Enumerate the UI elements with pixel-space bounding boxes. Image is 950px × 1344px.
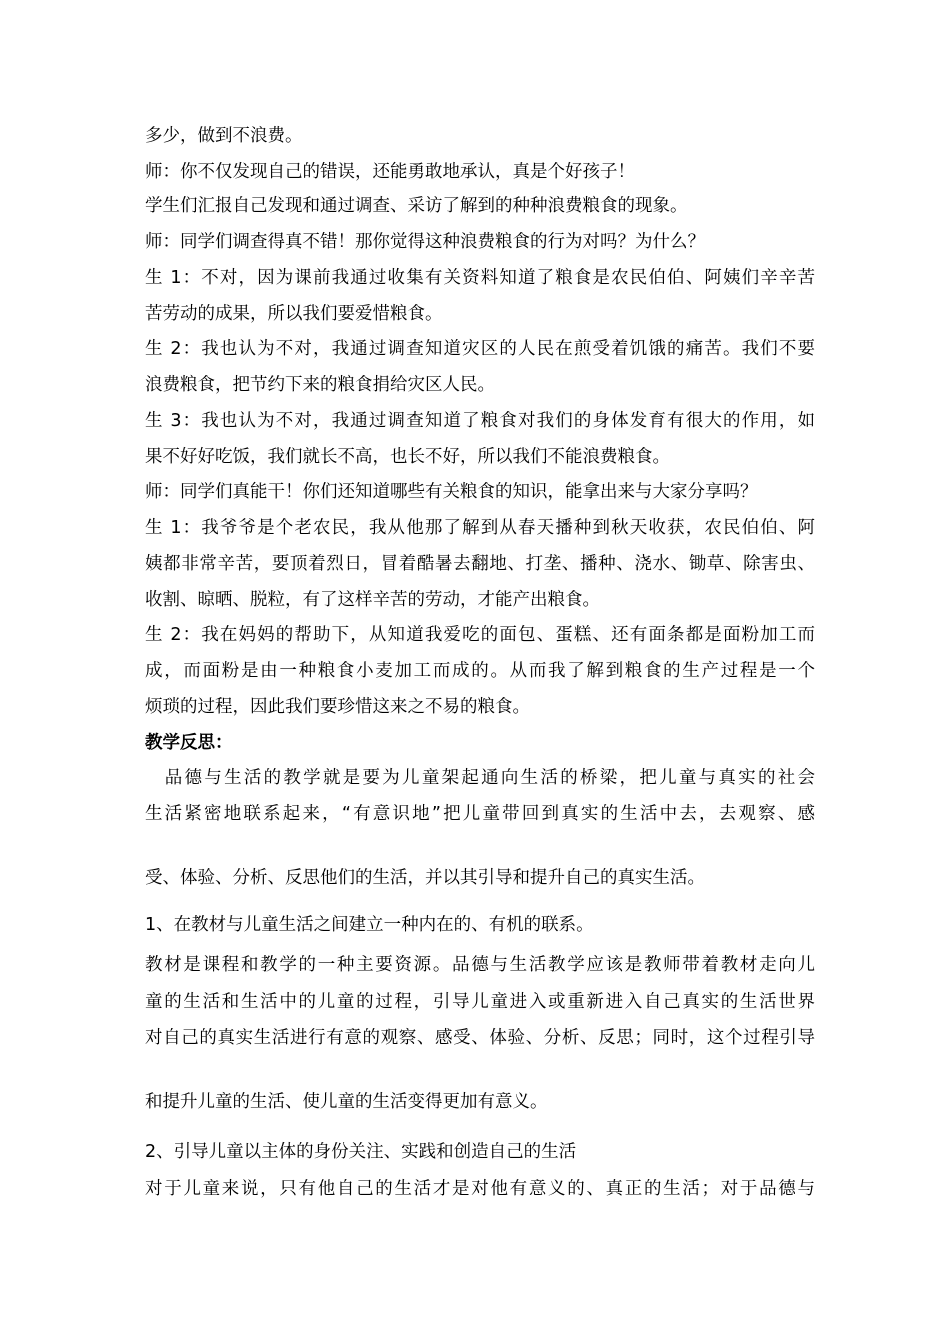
text-line: 品德与生活的教学就是要为儿童架起通向生活的桥梁，把儿童与真实的社会 — [145, 768, 815, 788]
numbered-heading: 2、引导儿童以主体的身份关注、实践和创造自己的生活 — [145, 1142, 577, 1162]
text-line: 生 2：我也认为不对，我通过调查知道灾区的人民在煎受着饥饿的痛苦。我们不要 — [145, 339, 815, 359]
text-line: 师：同学们调查得真不错！那你觉得这种浪费粮食的行为对吗？为什么？ — [145, 232, 705, 252]
text-line: 成，而面粉是由一种粮食小麦加工而成的。从而我了解到粮食的生产过程是一个 — [145, 661, 815, 681]
text-line: 受、体验、分析、反思他们的生活，并以其引导和提升自己的真实生活。 — [145, 868, 705, 888]
text-line: 生 1：我爷爷是个老农民，我从他那了解到从春天播种到秋天收获，农民伯伯、阿 — [145, 518, 815, 538]
text-line: 师：同学们真能干！你们还知道哪些有关粮食的知识，能拿出来与大家分享吗？ — [145, 482, 758, 502]
text-line: 收割、晾晒、脱粒，有了这样辛苦的劳动，才能产出粮食。 — [145, 590, 600, 610]
text-line: 对自己的真实生活进行有意的观察、感受、体验、分析、反思；同时，这个过程引导 — [145, 1028, 815, 1048]
text-line: 学生们汇报自己发现和通过调查、采访了解到的种种浪费粮食的现象。 — [145, 196, 688, 216]
text-line: 苦劳动的成果，所以我们要爱惜粮食。 — [145, 304, 443, 324]
text-line: 对于儿童来说，只有他自己的生活才是对他有意义的、真正的生活；对于品德与 — [145, 1179, 815, 1199]
numbered-heading: 1、在教材与儿童生活之间建立一种内在的、有机的联系。 — [145, 915, 594, 935]
text-line: 浪费粮食，把节约下来的粮食捐给灾区人民。 — [145, 375, 495, 395]
text-line: 童的生活和生活中的儿童的过程，引导儿童进入或重新进入自己真实的生活世界 — [145, 992, 815, 1012]
text-line: 烦琐的过程，因此我们要珍惜这来之不易的粮食。 — [145, 697, 530, 717]
text-line: 生 3：我也认为不对，我通过调查知道了粮食对我们的身体发育有很大的作用，如 — [145, 411, 815, 431]
text-line: 姨都非常辛苦，要顶着烈日，冒着酷暑去翻地、打垄、播种、浇水、锄草、除害虫、 — [145, 554, 815, 574]
text-line: 生活紧密地联系起来，“有意识地”把儿童带回到真实的生活中去，去观察、感 — [145, 804, 815, 824]
text-line: 师：你不仅发现自己的错误，还能勇敢地承认，真是个好孩子！ — [145, 162, 635, 182]
text-line: 和提升儿童的生活、使儿童的生活变得更加有意义。 — [145, 1092, 548, 1112]
text-line: 教材是课程和教学的一种主要资源。品德与生活教学应该是教师带着教材走向儿 — [145, 955, 815, 975]
text-line: 果不好好吃饭，我们就长不高，也长不好，所以我们不能浪费粮食。 — [145, 447, 670, 467]
section-heading: 教学反思： — [145, 733, 233, 753]
text-line: 多少，做到不浪费。 — [145, 126, 303, 146]
text-line: 生 1：不对，因为课前我通过收集有关资料知道了粮食是农民伯伯、阿姨们辛辛苦 — [145, 268, 815, 288]
text-line: 生 2：我在妈妈的帮助下，从知道我爱吃的面包、蛋糕、还有面条都是面粉加工而 — [145, 625, 815, 645]
